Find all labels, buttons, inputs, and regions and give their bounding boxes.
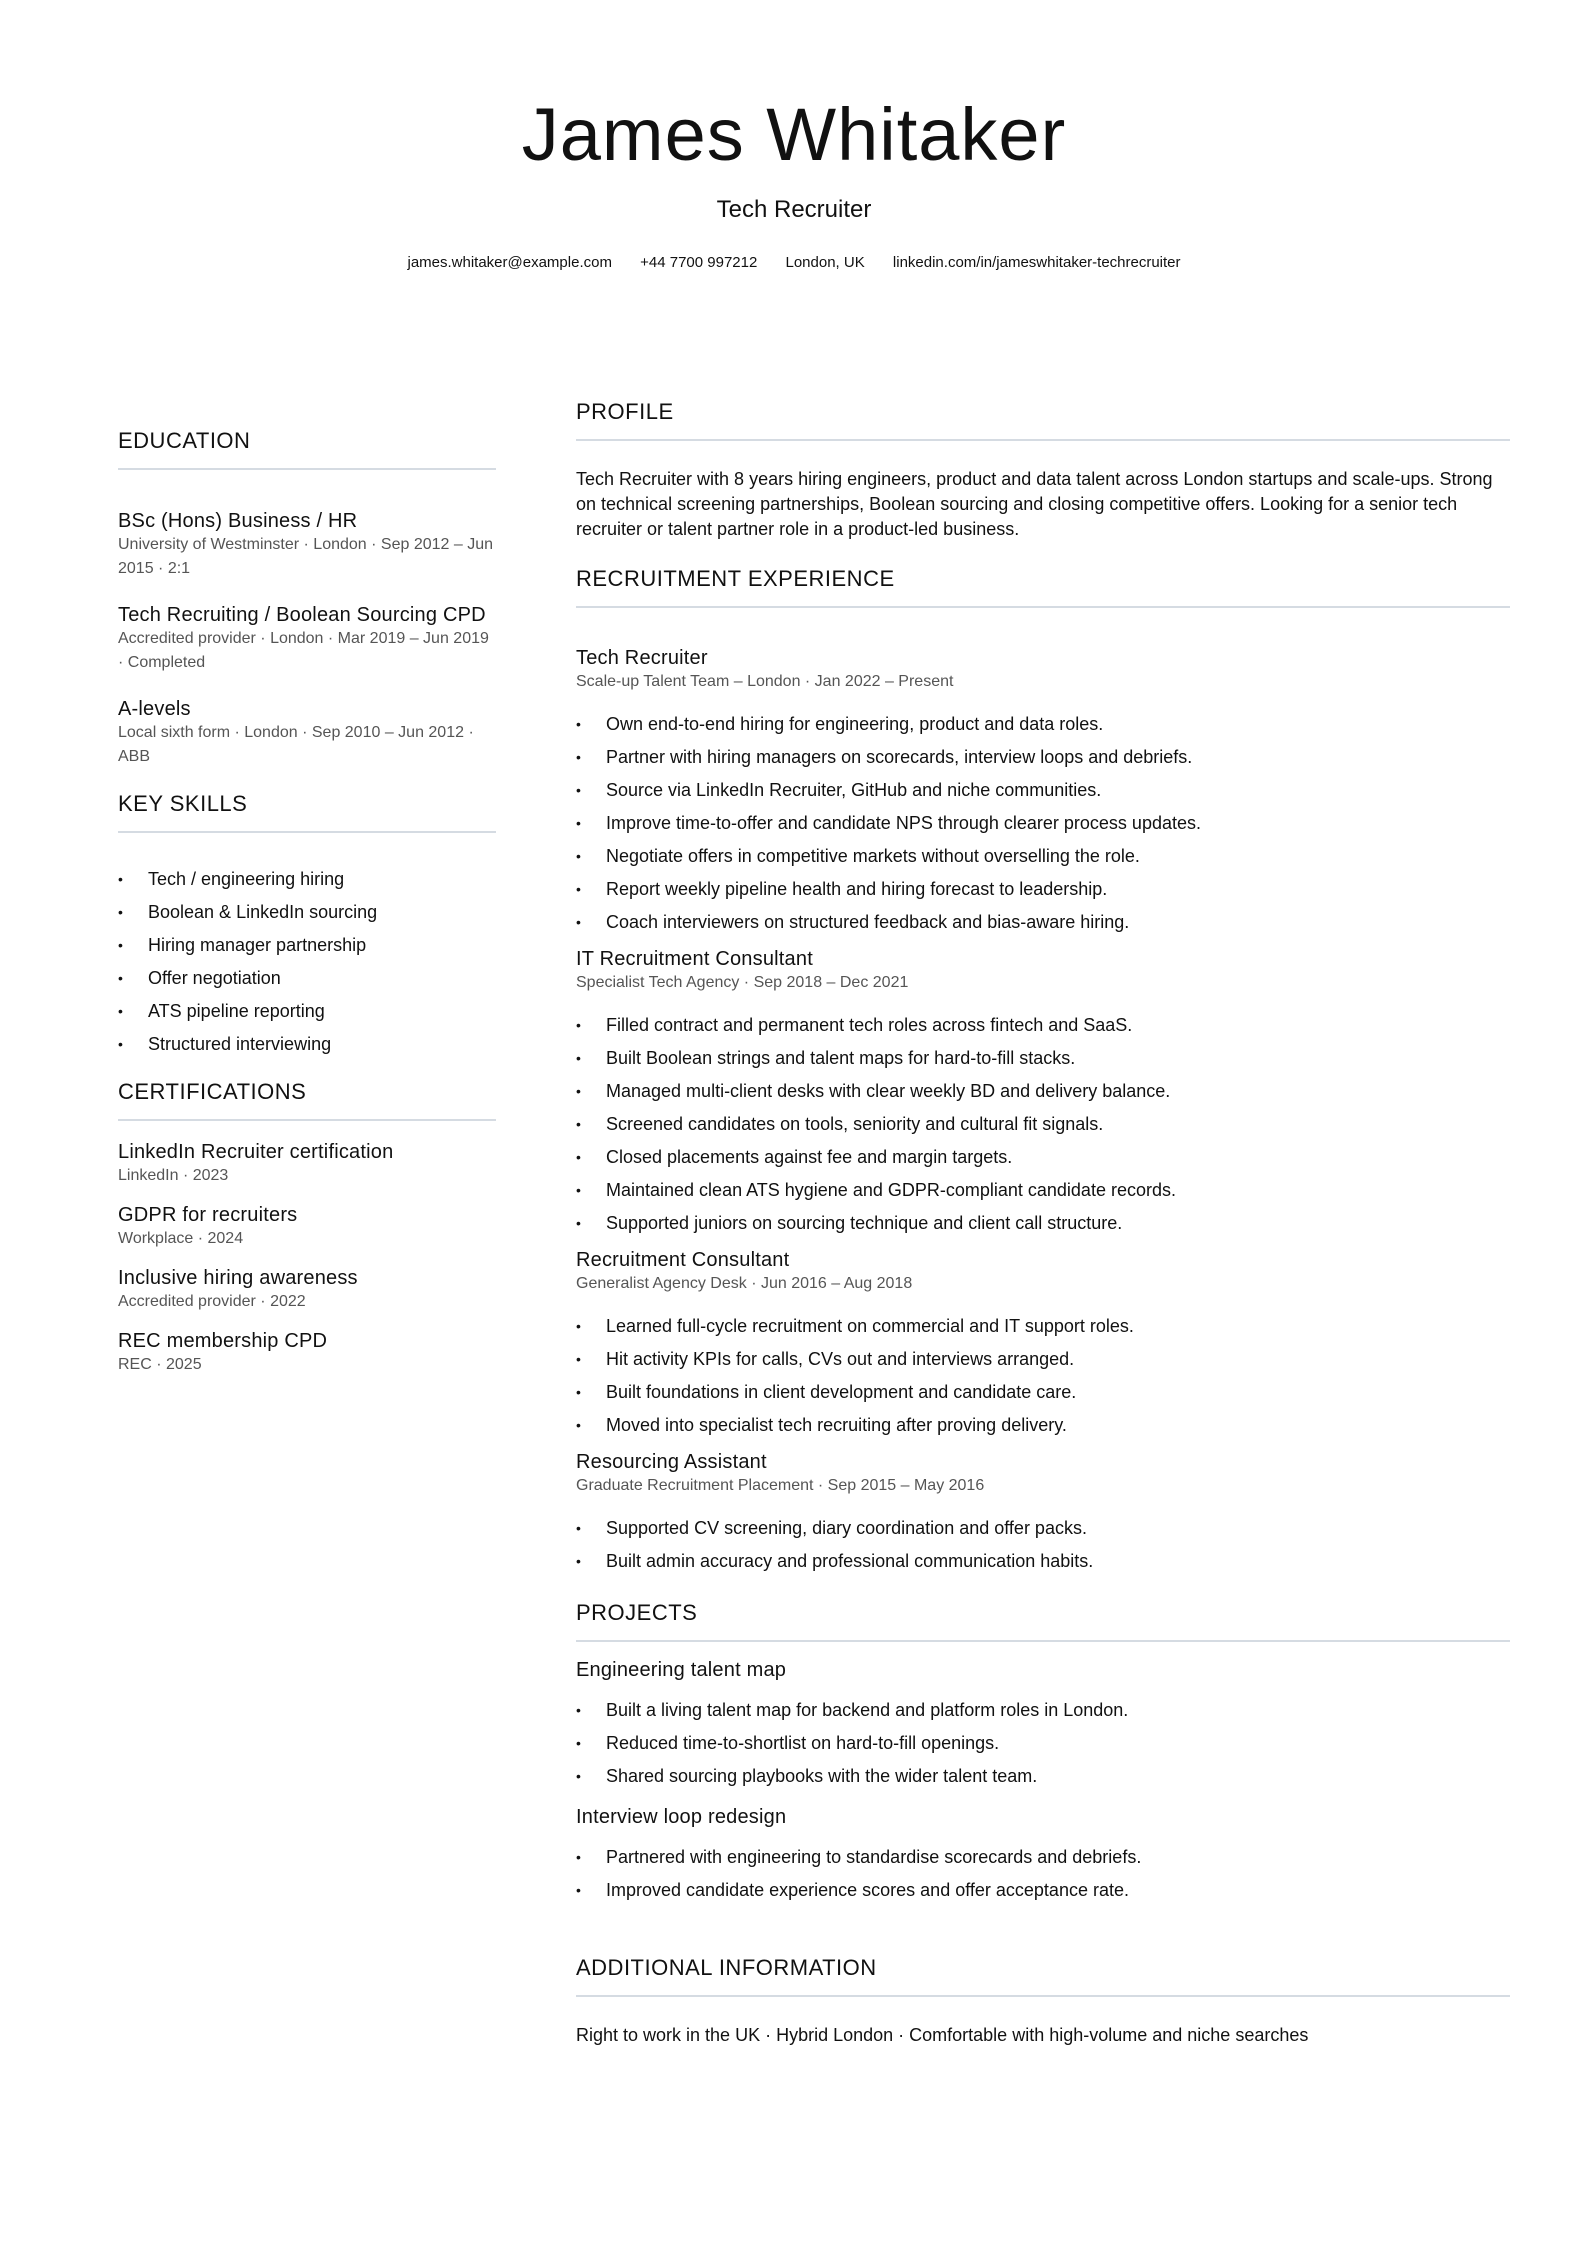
- skills-section: [118, 789, 496, 1061]
- project-bullet: • Built a living talent map for backend and platform roles in London.: [576, 1694, 1510, 1727]
- skill-item: • Boolean & LinkedIn sourcing: [118, 896, 496, 929]
- section-divider: [118, 1119, 496, 1121]
- contact-line: [0, 252, 1588, 274]
- experience-section: [576, 564, 1510, 1578]
- job-bullet: • Supported juniors on sourcing technique and client call structure.: [576, 1207, 1510, 1240]
- job-bullets: [576, 1009, 1510, 1240]
- education-item: [118, 509, 496, 581]
- job-meta: Scale-up Talent Team – London · Jan 2022 – Present: [576, 673, 954, 690]
- job-entry: [576, 947, 1510, 1240]
- job-meta: Generalist Agency Desk · Jun 2016 – Aug 2018: [576, 1275, 913, 1292]
- section-title-education: EDUCATION: [118, 428, 251, 453]
- project-bullets: [576, 1841, 1510, 1907]
- job-title: Resourcing Assistant: [576, 1451, 767, 1473]
- job-meta: Graduate Recruitment Placement · Sep 2015 – May 2016: [576, 1477, 985, 1494]
- project-bullets: [576, 1694, 1510, 1793]
- certification-item: [118, 1329, 496, 1377]
- education-item: [118, 603, 496, 675]
- job-entry: [576, 1248, 1510, 1442]
- job-bullet: • Built foundations in client development and candidate care.: [576, 1376, 1510, 1409]
- project-bullet: • Reduced time-to-shortlist on hard-to-fill openings.: [576, 1727, 1510, 1760]
- project-title: Interview loop redesign: [576, 1806, 787, 1828]
- certification-title: GDPR for recruiters: [118, 1204, 298, 1226]
- job-bullet: • Learned full-cycle recruitment on commercial and IT support roles.: [576, 1310, 1510, 1343]
- left-column: [118, 426, 496, 1377]
- additional-section: [576, 1953, 1510, 2048]
- job-entry: [576, 1450, 1510, 1578]
- contact-phone[interactable]: +44 7700 997212: [640, 254, 758, 271]
- job-bullet: • Moved into specialist tech recruiting after proving delivery.: [576, 1409, 1510, 1442]
- section-divider: [118, 831, 496, 833]
- section-title-additional: ADDITIONAL INFORMATION: [576, 1955, 877, 1980]
- project-bullet: • Partnered with engineering to standardise scorecards and debriefs.: [576, 1841, 1510, 1874]
- contact-location: London, UK: [785, 254, 865, 271]
- job-bullets: [576, 1512, 1510, 1578]
- job-title: Recruitment Consultant: [576, 1249, 790, 1271]
- certification-details: REC · 2025: [118, 1356, 202, 1373]
- education-item-details: Local sixth form · London · Sep 2010 – Jun 2012 · ABB: [118, 724, 474, 765]
- project-entry: [576, 1805, 1510, 1907]
- certifications-section: [118, 1077, 496, 1377]
- job-bullet: • Built Boolean strings and talent maps for hard-to-fill stacks.: [576, 1042, 1510, 1075]
- job-bullet: • Own end-to-end hiring for engineering, product and data roles.: [576, 708, 1510, 741]
- certification-details: LinkedIn · 2023: [118, 1167, 229, 1184]
- job-bullets: [576, 708, 1510, 939]
- project-entry: [576, 1658, 1510, 1793]
- skill-item: • ATS pipeline reporting: [118, 995, 496, 1028]
- job-bullet: • Maintained clean ATS hygiene and GDPR-compliant candidate records.: [576, 1174, 1510, 1207]
- job-bullet: • Managed multi-client desks with clear weekly BD and delivery balance.: [576, 1075, 1510, 1108]
- section-divider: [576, 439, 1510, 441]
- section-divider: [118, 468, 496, 470]
- skill-item: • Structured interviewing: [118, 1028, 496, 1061]
- job-bullet: • Supported CV screening, diary coordination and offer packs.: [576, 1512, 1510, 1545]
- candidate-role: Tech Recruiter: [716, 196, 872, 223]
- section-title-skills: KEY SKILLS: [118, 791, 248, 816]
- skill-item: • Offer negotiation: [118, 962, 496, 995]
- profile-summary: Tech Recruiter with 8 years hiring engineers, product and data talent across London startups and scale-ups. Strong on technical screening partnerships, Boolean sourcing and closing competitive offers. Looking for a senior tech recruiter or talent partner role in a product-led business.: [576, 469, 1493, 539]
- certification-item: [118, 1266, 496, 1314]
- section-title-certifications: CERTIFICATIONS: [118, 1079, 307, 1104]
- job-bullet: • Report weekly pipeline health and hiring forecast to leadership.: [576, 873, 1510, 906]
- education-item: [118, 697, 496, 769]
- skill-item: • Hiring manager partnership: [118, 929, 496, 962]
- skill-item: • Tech / engineering hiring: [118, 863, 496, 896]
- project-bullet: • Shared sourcing playbooks with the wider talent team.: [576, 1760, 1510, 1793]
- job-title: IT Recruitment Consultant: [576, 948, 813, 970]
- job-bullet: • Improve time-to-offer and candidate NPS through clearer process updates.: [576, 807, 1510, 840]
- job-meta: Specialist Tech Agency · Sep 2018 – Dec 2021: [576, 974, 909, 991]
- education-item-details: Accredited provider · London · Mar 2019 – Jun 2019 · Completed: [118, 630, 489, 671]
- job-entry: [576, 646, 1510, 939]
- education-item-title: A-levels: [118, 698, 191, 720]
- job-bullet: • Filled contract and permanent tech roles across fintech and SaaS.: [576, 1009, 1510, 1042]
- job-title: Tech Recruiter: [576, 647, 708, 669]
- certification-title: LinkedIn Recruiter certification: [118, 1141, 394, 1163]
- candidate-name: James Whitaker: [521, 93, 1067, 176]
- section-divider: [576, 1995, 1510, 1997]
- section-title-profile: PROFILE: [576, 399, 674, 424]
- education-section: [118, 426, 496, 769]
- job-bullet: • Hit activity KPIs for calls, CVs out and interviews arranged.: [576, 1343, 1510, 1376]
- right-column: [576, 397, 1510, 2048]
- project-title: Engineering talent map: [576, 1659, 787, 1681]
- certification-details: Workplace · 2024: [118, 1230, 244, 1247]
- certification-item: [118, 1203, 496, 1251]
- project-bullet: • Improved candidate experience scores and offer acceptance rate.: [576, 1874, 1510, 1907]
- job-bullet: • Closed placements against fee and margin targets.: [576, 1141, 1510, 1174]
- job-bullet: • Screened candidates on tools, seniority and cultural fit signals.: [576, 1108, 1510, 1141]
- job-bullet: • Source via LinkedIn Recruiter, GitHub and niche communities.: [576, 774, 1510, 807]
- education-item-details: University of Westminster · London · Sep 2012 – Jun 2015 · 2:1: [118, 536, 493, 577]
- profile-section: [576, 397, 1510, 542]
- certification-details: Accredited provider · 2022: [118, 1293, 306, 1310]
- certification-title: Inclusive hiring awareness: [118, 1267, 358, 1289]
- section-divider: [576, 606, 1510, 608]
- contact-email[interactable]: james.whitaker@example.com: [407, 254, 612, 271]
- projects-section: [576, 1598, 1510, 1907]
- section-title-experience: RECRUITMENT EXPERIENCE: [576, 566, 895, 591]
- section-divider: [576, 1640, 1510, 1642]
- job-bullet: • Built admin accuracy and professional communication habits.: [576, 1545, 1510, 1578]
- section-title-projects: PROJECTS: [576, 1600, 698, 1625]
- education-item-title: BSc (Hons) Business / HR: [118, 510, 358, 532]
- contact-linkedin[interactable]: linkedin.com/in/jameswhitaker-techrecruiter: [892, 254, 1181, 271]
- additional-info-text: Right to work in the UK · Hybrid London · Comfortable with high-volume and niche searches: [576, 2025, 1309, 2045]
- job-bullet: • Coach interviewers on structured feedback and bias-aware hiring.: [576, 906, 1510, 939]
- job-bullets: [576, 1310, 1510, 1442]
- certification-title: REC membership CPD: [118, 1330, 328, 1352]
- job-bullet: • Negotiate offers in competitive markets without overselling the role.: [576, 840, 1510, 873]
- job-bullet: • Partner with hiring managers on scorecards, interview loops and debriefs.: [576, 741, 1510, 774]
- certification-item: [118, 1140, 496, 1188]
- education-item-title: Tech Recruiting / Boolean Sourcing CPD: [118, 604, 486, 626]
- skills-list: [118, 863, 496, 1061]
